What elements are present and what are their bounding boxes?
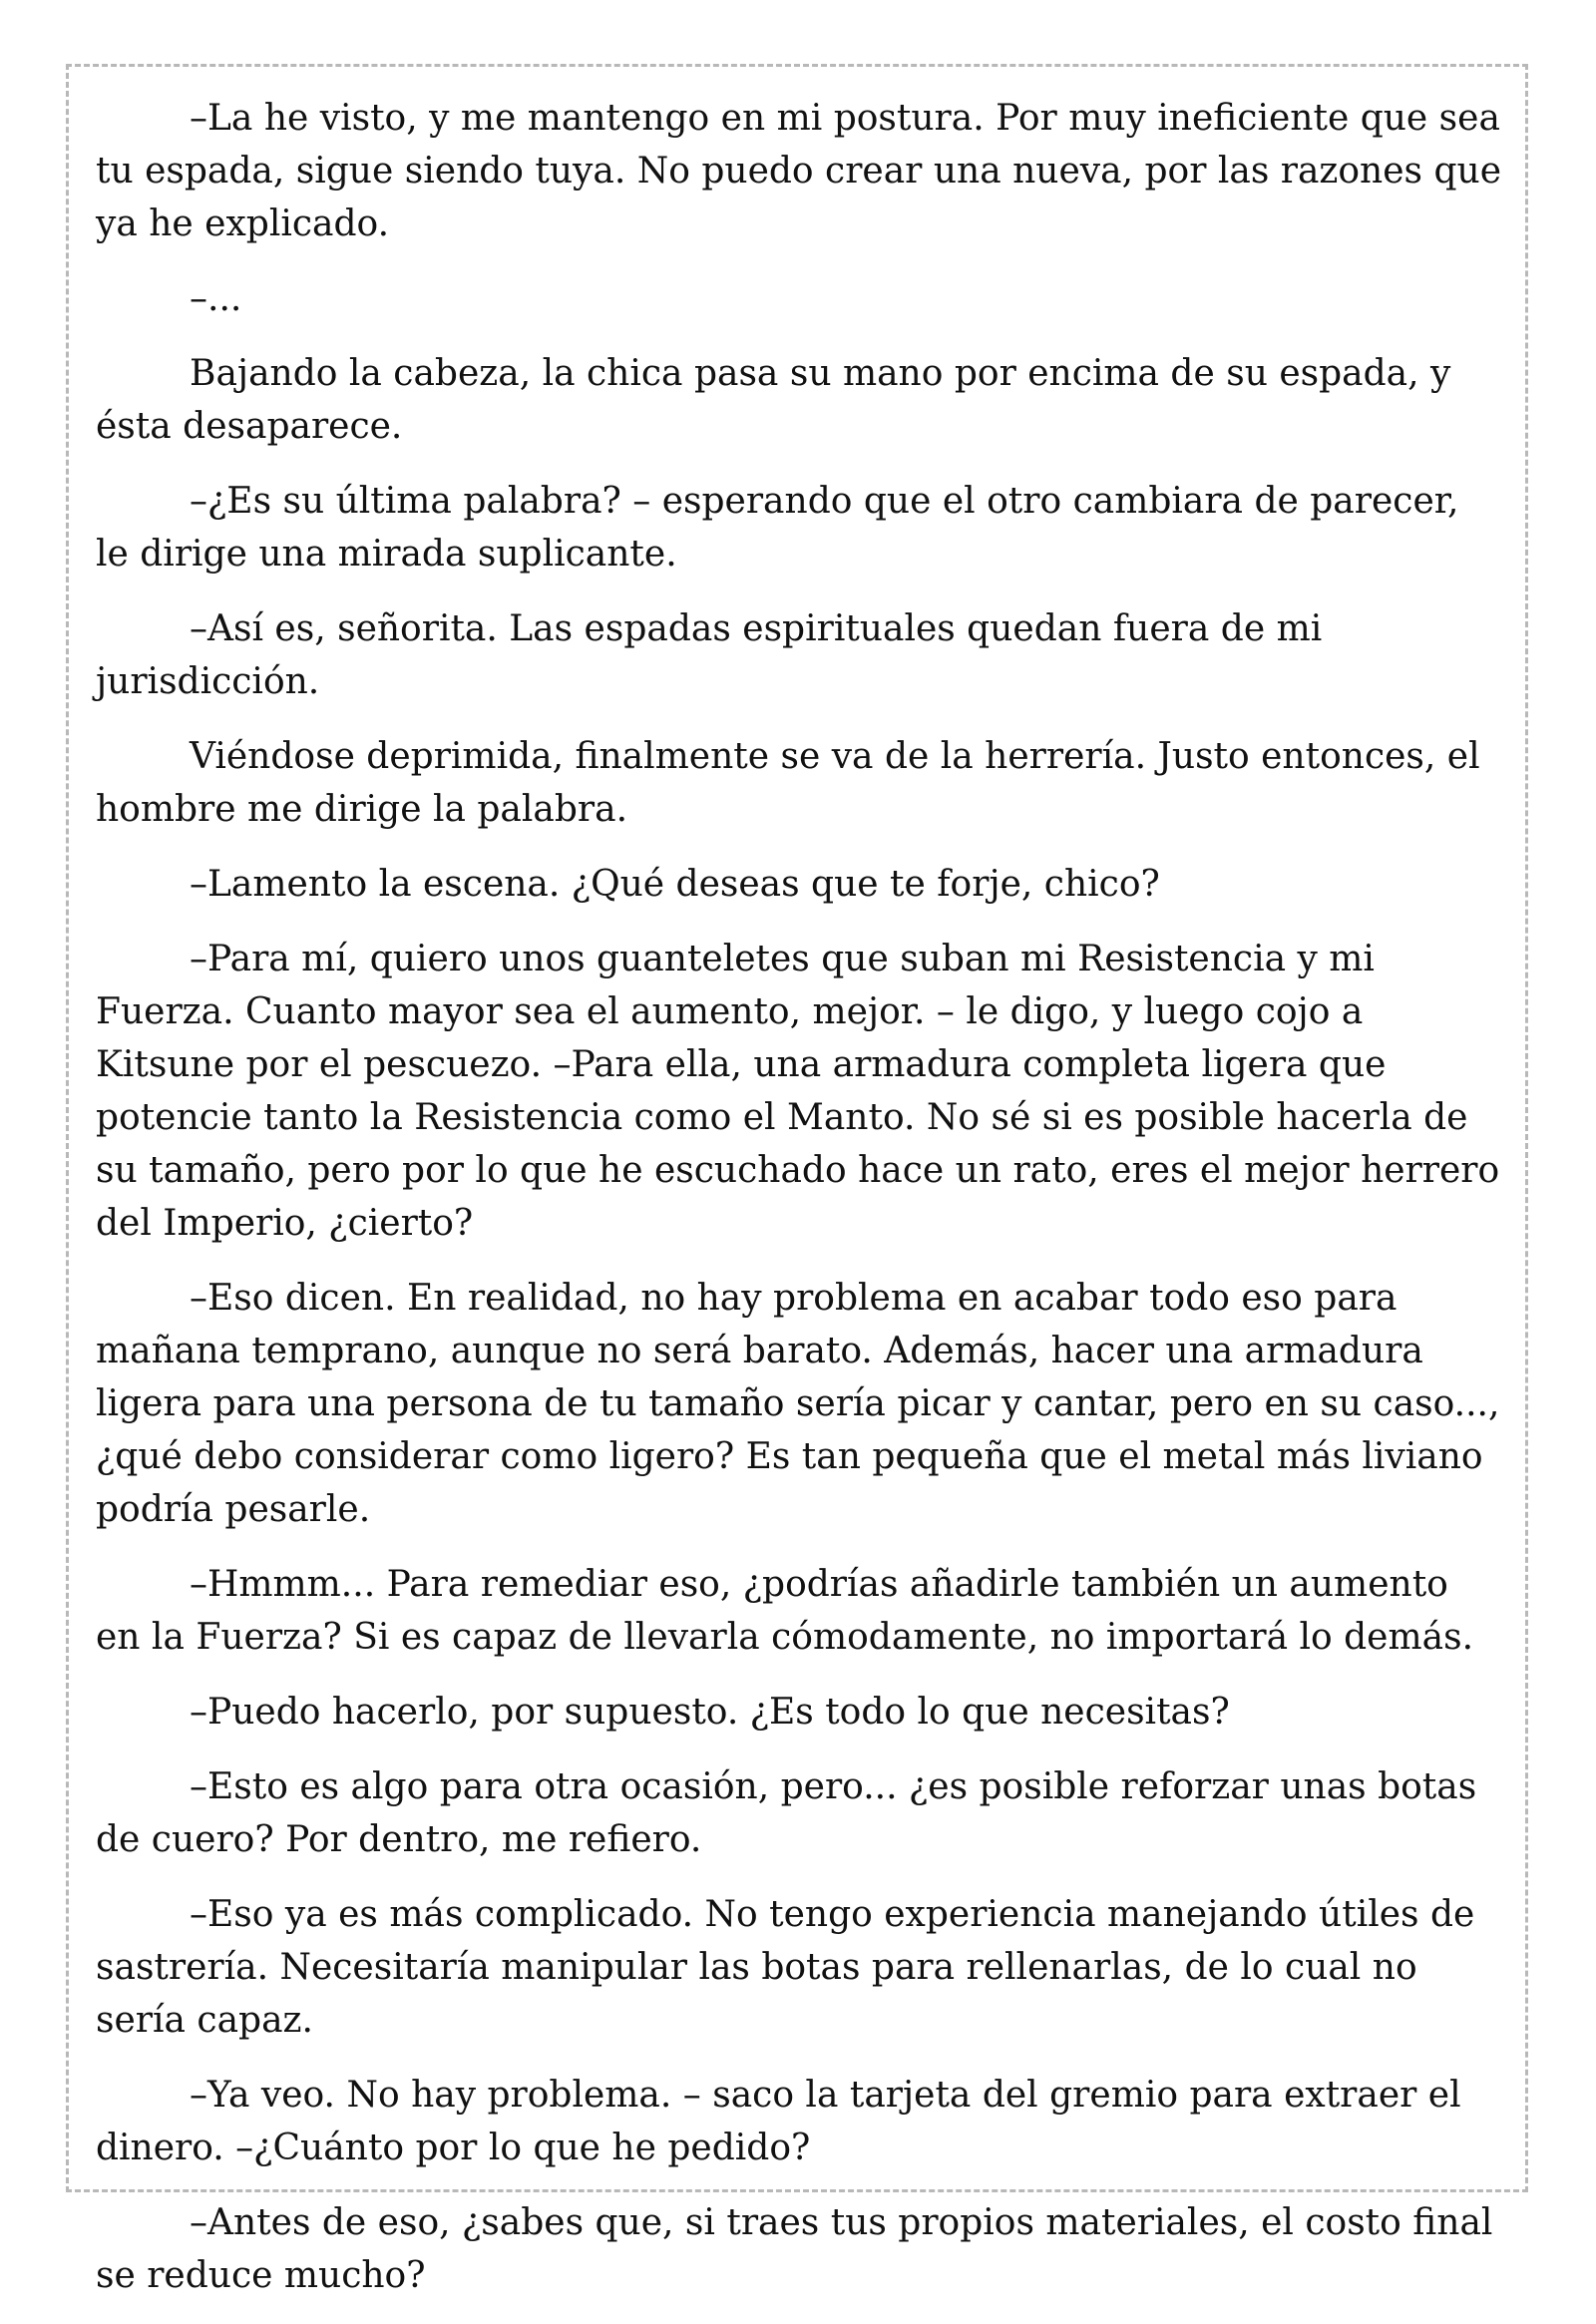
document-body [96,92,1502,2324]
paragraph: –Antes de eso, ¿sabes que, si traes tus propios materiales, el costo final se reduce mucho? [96,2202,1493,2296]
paragraph: –Puedo hacerlo, por supuesto. ¿Es todo lo que necesitas? [190,1692,1230,1733]
paragraph: Bajando la cabeza, la chica pasa su mano por encima de su espada, y ésta desaparece. [96,353,1451,447]
paragraph: –Eso dicen. En realidad, no hay problema en acabar todo eso para mañana temprano, aunque no será barato. Además, hacer una armadura ligera para una persona de tu tamaño sería picar y cantar, pero en su caso..., ¿qué debo considerar como ligero? Es tan pequeña que el metal más liviano podría pesarle. [96,1278,1500,1530]
paragraph: –Lamento la escena. ¿Qué deseas que te forje, chico? [190,864,1160,905]
paragraph: Viéndose deprimida, finalmente se va de la herrería. Justo entonces, el hombre me dirige la palabra. [96,736,1480,830]
paragraph: –Eso ya es más complicado. No tengo experiencia manejando útiles de sastrería. Necesitaría manipular las botas para rellenarlas, de lo cual no sería capaz. [96,1894,1475,2041]
paragraph: –... [190,278,242,319]
paragraph: –La he visto, y me mantengo en mi postura. Por muy ineficiente que sea tu espada, sigue siendo tuya. No puedo crear una nueva, por las razones que ya he explicado. [96,98,1501,244]
paragraph: –Hmmm... Para remediar eso, ¿podrías añadirle también un aumento en la Fuerza? Si es capaz de llevarla cómodamente, no importará lo demás. [96,1564,1474,1658]
paragraph: –¿Es su última palabra? – esperando que el otro cambiara de parecer, le dirige una mirada suplicante. [96,481,1459,575]
paragraph: –Esto es algo para otra ocasión, pero... ¿es posible reforzar unas botas de cuero? Por dentro, me refiero. [96,1766,1477,1860]
paragraph: –Ya veo. No hay problema. – saco la tarjeta del gremio para extraer el dinero. –¿Cuánto por lo que he pedido? [96,2075,1461,2168]
paragraph: –Para mí, quiero unos guanteletes que suban mi Resistencia y mi Fuerza. Cuanto mayor sea el aumento, mejor. – le digo, y luego cojo a Kitsune por el pescuezo. –Para ella, una armadura completa ligera que potencie tanto la Resistencia como el Manto. No sé si es posible hacerla de su tamaño, pero por lo que he escuchado hace un rato, eres el mejor herrero del Imperio, ¿cierto? [96,939,1500,1244]
paragraph: –Así es, señorita. Las espadas espirituales quedan fuera de mi jurisdicción. [96,608,1323,702]
